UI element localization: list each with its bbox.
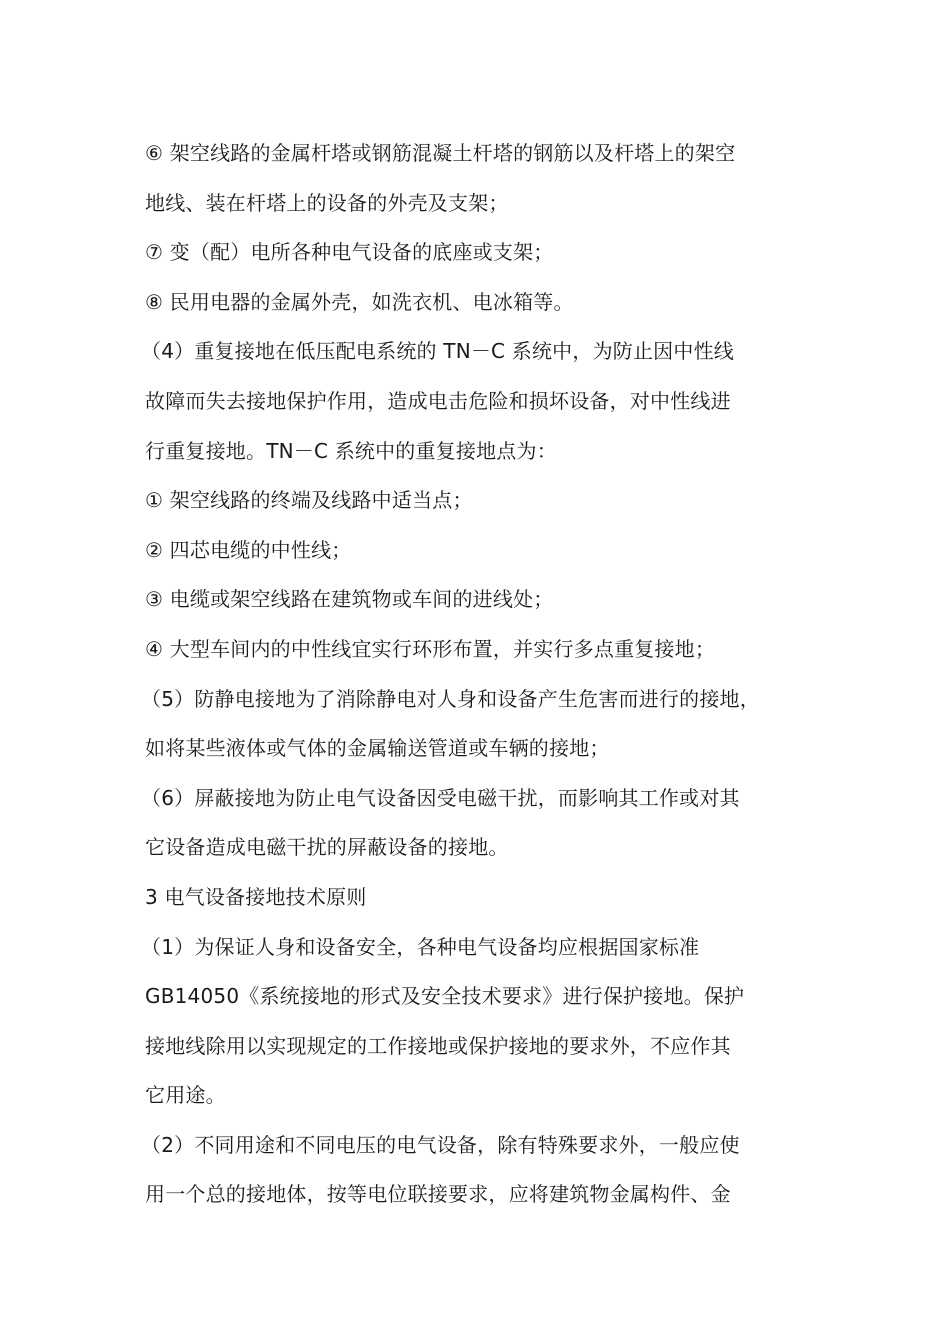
text-line: ⑦ 变（配）电所各种电气设备的底座或支架； [145,240,554,265]
text-line: GB14050《系统接地的形式及安全技术要求》进行保护接地。保护 [145,984,745,1009]
document-body [141,133,835,1224]
text-line: （2）不同用途和不同电压的电气设备，除有特殊要求外，一般应使 [141,1132,740,1157]
text-line: 故障而失去接地保护作用，造成电击危险和损坏设备，对中性线进 [145,388,731,413]
text-line: （4）重复接地在低压配电系统的 TN－C 系统中，为防止因中性线 [141,339,734,364]
text-line: ① 架空线路的终端及线路中适当点； [145,488,473,513]
text-line: （5）防静电接地为了消除静电对人身和设备产生危害而进行的接地， [141,686,760,711]
text-line: （6）屏蔽接地为防止电气设备因受电磁干扰，而影响其工作或对其 [141,785,740,810]
text-line: ③ 电缆或架空线路在建筑物或车间的进线处； [145,587,554,612]
text-line: 地线、装在杆塔上的设备的外壳及支架； [145,190,509,215]
text-line: （1）为保证人身和设备安全，各种电气设备均应根据国家标准 [141,934,700,959]
text-line: 行重复接地。TN－C 系统中的重复接地点为： [145,438,557,463]
text-line: ④ 大型车间内的中性线宜实行环形布置，并实行多点重复接地； [145,636,716,661]
text-line: 接地线除用以实现规定的工作接地或保护接地的要求外，不应作其 [145,1033,731,1058]
section-heading: 3 电气设备接地技术原则 [145,884,367,909]
text-line: ⑥ 架空线路的金属杆塔或钢筋混凝土杆塔的钢筋以及杆塔上的架空 [145,141,736,165]
text-line: 用一个总的接地体，按等电位联接要求，应将建筑物金属构件、金 [145,1182,731,1207]
text-line: 它设备造成电磁干扰的屏蔽设备的接地。 [145,835,509,860]
text-line: 如将某些液体或气体的金属输送管道或车辆的接地； [145,736,610,761]
text-line: ② 四芯电缆的中性线； [145,537,352,562]
text-line: 它用途。 [145,1083,226,1108]
text-line: ⑧ 民用电器的金属外壳，如洗衣机、电冰箱等。 [145,289,574,314]
